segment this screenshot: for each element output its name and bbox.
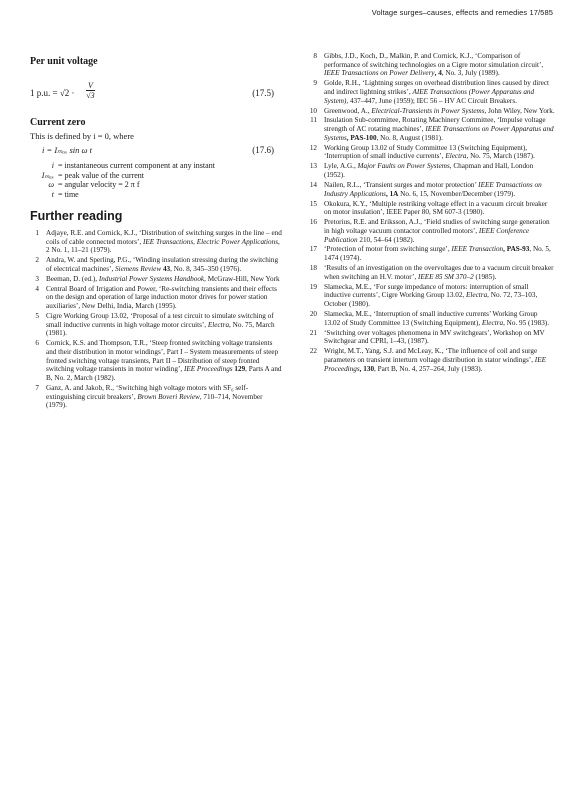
- reference-item: [308, 107, 555, 116]
- reference-item: [308, 144, 555, 161]
- definition-text: = angular velocity = 2 π f: [58, 180, 140, 189]
- reference-number: 17: [309, 245, 317, 254]
- reference-text: 210, 54–64 (1982).: [357, 235, 415, 244]
- reference-source: IEEE Transactions on Power Apparatus and Systems: [324, 125, 554, 142]
- reference-number: 18: [309, 264, 317, 273]
- reference-number: 15: [309, 199, 317, 208]
- reference-text: , Part B, No. 4, 257–264, July (1983).: [374, 364, 483, 373]
- reference-source: IEE Proceedings: [183, 365, 233, 374]
- reference-source: Electra: [207, 320, 230, 329]
- reference-source: IEEE 85 SM 370–2: [417, 272, 474, 281]
- reference-volume: , 130: [359, 364, 375, 373]
- definition-symbol: i: [51, 161, 54, 170]
- reference-text: , 437–447, June (1959); IEC 56 – HV AC Circuit Breakers.: [346, 96, 517, 105]
- reference-number: 9: [313, 79, 317, 88]
- reference-number: 7: [35, 384, 39, 393]
- definition-symbol: Iₘₐₓ: [41, 170, 54, 180]
- reference-number: 2: [35, 256, 39, 265]
- reference-item: [30, 339, 282, 383]
- reference-source: AIEE Transactions (Power Apparatus and System): [324, 88, 535, 105]
- reference-text: ‘Results of an investigation on the overvoltages due to a vacuum circuit breaker when switching an H.V. motor’,: [324, 264, 554, 281]
- reference-text: ‘Switching over voltages phenomena in MV switchgears’, Workshop on MV Switchgear and CPRI, 1–43, (1987).: [324, 328, 545, 346]
- reference-text: Lyle, A.G.,: [324, 162, 358, 171]
- definition-row: [30, 180, 282, 190]
- reference-source: Major Faults on Power Systems: [357, 162, 450, 171]
- fraction-denominator: √3: [86, 91, 95, 100]
- equation-number: (17.6): [252, 145, 274, 155]
- reference-number: 22: [309, 347, 317, 356]
- equation-body: i = Iₘₐₓ sin ω t: [42, 145, 93, 155]
- reference-number: 20: [309, 309, 317, 318]
- reference-source: IEE Proceedings: [324, 355, 546, 373]
- reference-text: Beeman, D. (ed.),: [46, 274, 99, 283]
- reference-text: , No. 75, March (1987).: [466, 152, 535, 161]
- reference-volume: , PAS-93: [503, 245, 530, 254]
- definition-symbol: ω: [48, 180, 54, 189]
- reference-source: Industrial Power Systems Handbook: [98, 274, 205, 283]
- reference-item: [308, 329, 555, 346]
- reference-text: , No. 5, 1474 (1974).: [324, 245, 551, 263]
- reference-source: Electra: [445, 152, 467, 161]
- reference-text: Nailen, R.L., ‘Transient surges and motor protection’: [324, 180, 479, 189]
- definition-row: [30, 161, 282, 171]
- reference-number: 6: [35, 339, 39, 348]
- reference-number: 19: [309, 282, 317, 291]
- reference-number: 3: [35, 274, 39, 283]
- reference-text: Working Group 13.02 of Study Committee 13 (Switching Equipment), ‘Interruption of small inductive currents’,: [324, 143, 528, 161]
- reference-item: [308, 245, 555, 262]
- reference-item: [30, 312, 282, 338]
- reference-source: Siemens Review: [115, 265, 162, 273]
- reference-source: IEEE Conference Publication: [324, 226, 530, 244]
- reference-text: , 2 No. 1, 11–21 (1979).: [46, 237, 280, 255]
- equation-number: (17.5): [252, 88, 274, 98]
- definition-row: [30, 190, 282, 200]
- reference-text: ‘Protection of motor from switching surge’,: [324, 245, 452, 254]
- reference-number: 8: [313, 52, 317, 60]
- reference-source: Electra: [481, 318, 504, 327]
- reference-source: IEEE Transaction: [451, 245, 504, 254]
- reference-text: Golde, R.H., ‘Lightning surges on overhead distribution lines caused by direct and indirect lightning strikes’,: [324, 79, 550, 96]
- reference-text: Insulation Sub-committee, Rotating Machinery Committee, ‘Impulse voltage strength of AC rotating machines’,: [324, 116, 546, 134]
- heading-further-reading: Further reading: [30, 209, 123, 223]
- reference-text: Ganz, A. and Jakob, R., ‘Switching high voltage motors with SF₆ self-extinguishing circuit breakers’,: [46, 384, 249, 401]
- equation-17-6: [30, 145, 282, 157]
- reference-text: , Chapman and Hall, London (1952).: [324, 162, 534, 180]
- definition-symbol: t: [51, 189, 54, 199]
- reference-volume: , 4: [434, 69, 442, 78]
- reference-item: [308, 116, 555, 142]
- right-column: [308, 52, 555, 374]
- reference-number: 11: [310, 116, 317, 125]
- reference-number: 10: [309, 106, 317, 115]
- reference-text: Slamecka, M.E., ‘For surge impedance of motors: interruption of small inductive currents’, Cigre Working Group 13.02,: [324, 282, 529, 300]
- reference-text: , John Wiley, New York.: [484, 106, 555, 115]
- reference-text: , No. 75, March (1981).: [46, 320, 275, 338]
- reference-source: IEE Transactions, Electric Power Applications: [143, 237, 279, 246]
- left-column: [30, 56, 282, 411]
- reference-number: 16: [309, 218, 317, 227]
- reference-text: Adjaye, R.E. and Cornick, K.J., ‘Distribution of switching surges in the line – end coils of cable connected motors’,: [46, 229, 282, 246]
- reference-text: , No. 72, 73–103, October (1980).: [324, 291, 538, 309]
- reference-source: IEEE Transactions on Power Delivery: [324, 69, 435, 78]
- variable-definitions: [30, 161, 282, 199]
- reference-text: Pretorius, R.E. and Eriksson, A.J., ‘Field studies of switching surge generation in high voltage vacuum contactor controlled motors’,: [324, 218, 550, 235]
- reference-volume: 43: [161, 265, 171, 273]
- reference-item: [308, 200, 555, 217]
- reference-item: [308, 79, 555, 105]
- current-zero-text: This is defined by i = 0, where: [30, 131, 134, 141]
- reference-item: [308, 264, 555, 281]
- reference-item: [308, 181, 555, 198]
- reference-text: , No. 8, 345–350 (1976).: [170, 265, 242, 273]
- reference-text: Wright, M.T., Yang, S.J. and McLeay, K., ‘The influence of coil and surge parameters on transient interturn voltage distribution in stator windings’,: [324, 347, 538, 364]
- equation-fraction: [86, 81, 95, 100]
- reference-number: 4: [35, 284, 39, 293]
- reference-item: [308, 310, 555, 327]
- reference-text: , Parts A and B, No. 2, March (1982).: [46, 365, 282, 383]
- reference-volume: , PAS-100: [346, 133, 377, 142]
- reference-volume: 129: [232, 365, 246, 374]
- reference-text: (1985).: [473, 272, 497, 281]
- reference-text: Cigre Working Group 13.02, ‘Proposal of a test circuit to simulate switching of small inductive currents in high voltage motor circuits’,: [46, 312, 274, 329]
- reference-source: IEEE Transactions on Industry Applications: [324, 180, 542, 198]
- reference-item: [308, 347, 555, 373]
- reference-text: Okokura, K.Y., ‘Multiple restriking voltage effect in a vacuum circuit breaker on motor insulation’, IEEE Paper 80, SM 607-3 (1980).: [324, 199, 548, 217]
- reference-number: 13: [309, 162, 317, 171]
- definition-text: = peak value of the current: [58, 170, 145, 180]
- reference-text: , No. 3, July (1989).: [441, 69, 500, 78]
- reference-item: [30, 285, 282, 311]
- reference-list-right: [308, 52, 555, 373]
- page-number: 17/585: [529, 8, 553, 17]
- reference-list-left: [30, 229, 282, 410]
- heading-current-zero: Current zero: [30, 117, 86, 128]
- reference-text: Gibbs, J.D., Koch, D., Malkin, P. and Cornick, K.J., ‘Comparison of performance of switching technologies on a Cigre motor simulation circuit’,: [324, 52, 544, 69]
- reference-text: , No. 95 (1983).: [503, 318, 549, 327]
- reference-item: [308, 218, 555, 244]
- running-header: [300, 8, 553, 17]
- reference-number: 12: [309, 143, 317, 152]
- definition-text: = instantaneous current component at any instant: [58, 161, 215, 170]
- definition-text: = time: [58, 189, 79, 199]
- reference-text: No. 6, 15, November/December (1979).: [398, 189, 516, 198]
- reference-text: Slamecka, M.E., ‘Interruption of small inductive currents’ Working Group 13.02 of Study Committee 13 (Switching Equipment),: [324, 309, 538, 327]
- reference-number: 5: [35, 312, 39, 321]
- reference-item: [30, 256, 282, 273]
- reference-item: [308, 283, 555, 309]
- reference-number: 21: [309, 328, 317, 337]
- reference-text: , McGraw-Hill, New York: [204, 274, 280, 283]
- reference-volume: , 1A: [385, 189, 399, 198]
- running-title: Voltage surges–causes, effects and remedies: [371, 8, 528, 17]
- reference-number: 1: [35, 229, 39, 237]
- reference-item: [308, 52, 555, 78]
- reference-text: , No. 8, August (1981).: [376, 133, 443, 142]
- equation-17-5: [30, 81, 282, 105]
- fraction-numerator: V: [88, 81, 93, 90]
- reference-item: [30, 384, 282, 410]
- reference-text: , 710–714, November (1979).: [46, 392, 263, 410]
- reference-source: Electrical-Transients in Power Systems: [371, 106, 485, 115]
- reference-text: Central Board of Irrigation and Power, ‘Re-switching transients and their effects on the design and operation of large induction motor drives for power station auxiliaries’, New Delhi, India, March (1995).: [46, 284, 277, 311]
- heading-per-unit-voltage: Per unit voltage: [30, 56, 98, 67]
- equation-lhs: 1 p.u. = √2 ·: [30, 88, 75, 98]
- reference-source: Electra: [466, 291, 488, 300]
- reference-source: Brown Boveri Review: [137, 392, 200, 401]
- reference-text: Andra, W. and Sperling, P.G., ‘Winding insulation stressing during the switching of electrical machines’,: [46, 256, 279, 273]
- reference-item: [30, 229, 282, 255]
- reference-text: Greenwood, A.,: [324, 106, 372, 115]
- definition-row: [30, 171, 282, 181]
- reference-number: 14: [309, 180, 317, 189]
- reference-item: [30, 275, 282, 284]
- reference-item: [308, 162, 555, 179]
- reference-text: Cornick, K.S. and Thompson, T.R., ‘Steep fronted switching voltage transients and their distribution in motor windings’, Part I – System measurements of steep fronted switching voltage transients, Part II – Distribution of steep fronted switching voltage transients in motor winding’,: [46, 339, 279, 374]
